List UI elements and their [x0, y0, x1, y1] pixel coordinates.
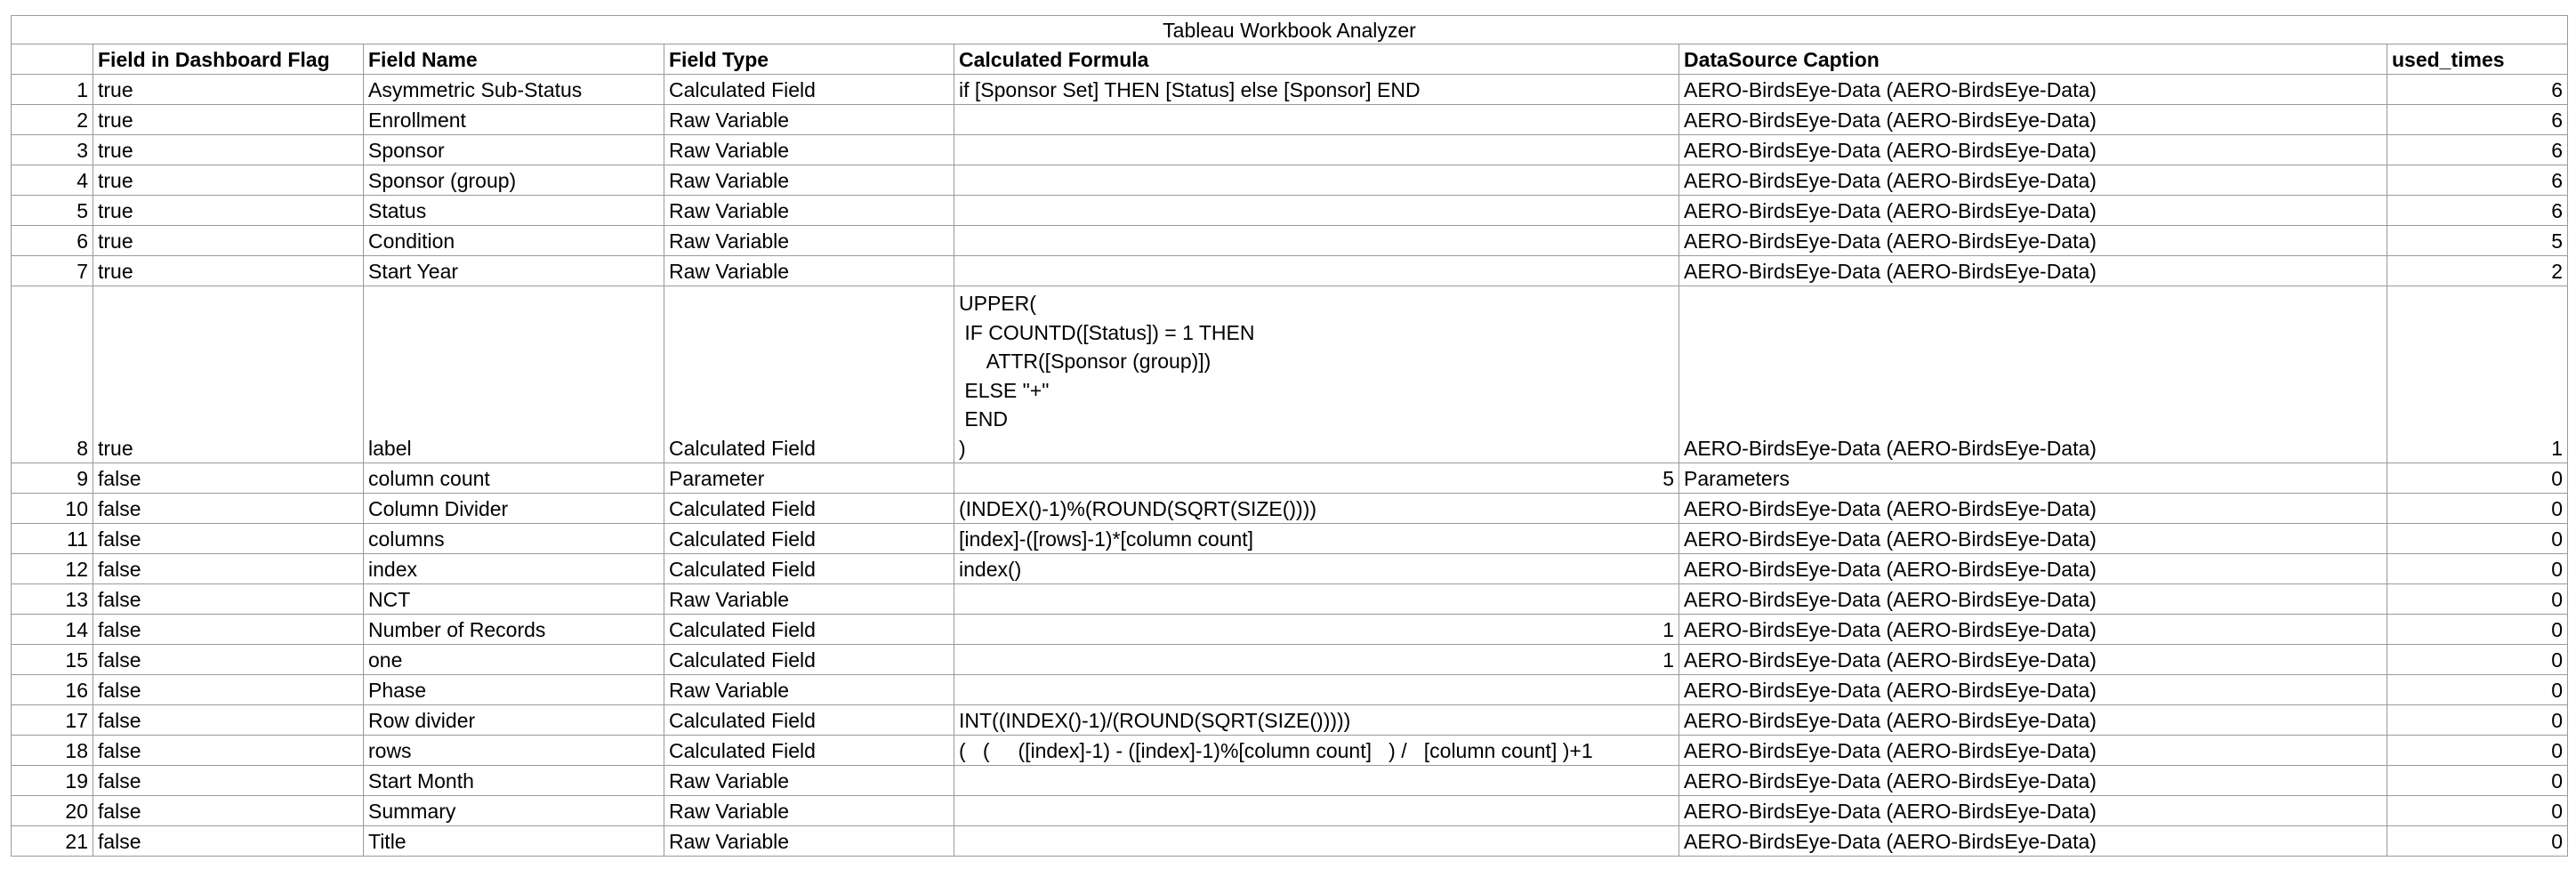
- field-type-cell[interactable]: Raw Variable: [664, 766, 954, 796]
- title-row: [12, 16, 2568, 44]
- table-row: [12, 766, 2568, 796]
- calculated-formula-cell[interactable]: (INDEX()-1)%(ROUND(SQRT(SIZE()))): [954, 494, 1679, 524]
- used-times-cell[interactable]: 0: [2387, 463, 2568, 494]
- row-index-cell[interactable]: 8: [12, 286, 93, 463]
- field-type-cell[interactable]: Calculated Field: [664, 524, 954, 554]
- table-row: [12, 736, 2568, 766]
- calculated-formula-cell[interactable]: 1: [954, 615, 1679, 645]
- field-type-cell[interactable]: Calculated Field: [664, 736, 954, 766]
- datasource-caption-cell[interactable]: AERO-BirdsEye-Data (AERO-BirdsEye-Data): [1679, 554, 2387, 584]
- analyzer-table: [11, 15, 2568, 857]
- field-name-cell[interactable]: label: [364, 286, 664, 463]
- field-type-cell[interactable]: Calculated Field: [664, 615, 954, 645]
- row-index-cell[interactable]: 6: [12, 226, 93, 256]
- dashboard-flag-cell[interactable]: true: [93, 105, 364, 135]
- datasource-caption-cell[interactable]: AERO-BirdsEye-Data (AERO-BirdsEye-Data): [1679, 286, 2387, 463]
- field-name-cell[interactable]: Number of Records: [364, 615, 664, 645]
- field-type-cell[interactable]: Calculated Field: [664, 494, 954, 524]
- used-times-cell[interactable]: 0: [2387, 554, 2568, 584]
- table-row: [12, 615, 2568, 645]
- dashboard-flag-cell[interactable]: true: [93, 135, 364, 165]
- field-name-cell[interactable]: Summary: [364, 796, 664, 826]
- used-times-cell[interactable]: 2: [2387, 256, 2568, 286]
- table-row: [12, 286, 2568, 463]
- header-field-type[interactable]: Field Type: [664, 44, 954, 75]
- field-name-cell[interactable]: rows: [364, 736, 664, 766]
- dashboard-flag-cell[interactable]: false: [93, 766, 364, 796]
- field-name-cell[interactable]: Column Divider: [364, 494, 664, 524]
- header-datasource-caption[interactable]: DataSource Caption: [1679, 44, 2387, 75]
- calculated-formula-cell[interactable]: if [Sponsor Set] THEN [Status] else [Sponsor] END: [954, 75, 1679, 105]
- field-name-cell[interactable]: Status: [364, 196, 664, 226]
- used-times-cell[interactable]: 0: [2387, 524, 2568, 554]
- table-row: [12, 256, 2568, 286]
- field-name-cell[interactable]: Condition: [364, 226, 664, 256]
- datasource-caption-cell[interactable]: AERO-BirdsEye-Data (AERO-BirdsEye-Data): [1679, 766, 2387, 796]
- dashboard-flag-cell[interactable]: true: [93, 286, 364, 463]
- calculated-formula-cell[interactable]: 5: [954, 463, 1679, 494]
- used-times-cell[interactable]: 0: [2387, 796, 2568, 826]
- row-index-cell[interactable]: 14: [12, 615, 93, 645]
- used-times-cell[interactable]: 0: [2387, 736, 2568, 766]
- row-index-cell[interactable]: 12: [12, 554, 93, 584]
- calculated-formula-cell[interactable]: [954, 826, 1679, 857]
- field-name-cell[interactable]: one: [364, 645, 664, 675]
- used-times-cell[interactable]: 0: [2387, 645, 2568, 675]
- used-times-cell[interactable]: 0: [2387, 766, 2568, 796]
- dashboard-flag-cell[interactable]: true: [93, 226, 364, 256]
- datasource-caption-cell[interactable]: AERO-BirdsEye-Data (AERO-BirdsEye-Data): [1679, 256, 2387, 286]
- field-name-cell[interactable]: Row divider: [364, 705, 664, 736]
- table-row: [12, 675, 2568, 705]
- field-type-cell[interactable]: Raw Variable: [664, 584, 954, 615]
- header-calculated-formula[interactable]: Calculated Formula: [954, 44, 1679, 75]
- datasource-caption-cell[interactable]: AERO-BirdsEye-Data (AERO-BirdsEye-Data): [1679, 796, 2387, 826]
- calculated-formula-cell[interactable]: [index]-([rows]-1)*[column count]: [954, 524, 1679, 554]
- datasource-caption-cell[interactable]: AERO-BirdsEye-Data (AERO-BirdsEye-Data): [1679, 75, 2387, 105]
- row-index-cell[interactable]: 19: [12, 766, 93, 796]
- dashboard-flag-cell[interactable]: false: [93, 615, 364, 645]
- row-index-cell[interactable]: 15: [12, 645, 93, 675]
- calculated-formula-cell[interactable]: [954, 226, 1679, 256]
- table-row: [12, 826, 2568, 857]
- dashboard-flag-cell[interactable]: false: [93, 463, 364, 494]
- table-row: [12, 705, 2568, 736]
- field-type-cell[interactable]: Raw Variable: [664, 796, 954, 826]
- dashboard-flag-cell[interactable]: false: [93, 494, 364, 524]
- field-type-cell[interactable]: Calculated Field: [664, 645, 954, 675]
- calculated-formula-cell[interactable]: UPPER( IF COUNTD([Status]) = 1 THEN ATTR([Sponsor (group)]) ELSE "+" END ): [954, 286, 1679, 463]
- dashboard-flag-cell[interactable]: false: [93, 826, 364, 857]
- datasource-caption-cell[interactable]: AERO-BirdsEye-Data (AERO-BirdsEye-Data): [1679, 645, 2387, 675]
- datasource-caption-cell[interactable]: AERO-BirdsEye-Data (AERO-BirdsEye-Data): [1679, 226, 2387, 256]
- row-index-cell[interactable]: 4: [12, 165, 93, 196]
- used-times-cell[interactable]: 0: [2387, 675, 2568, 705]
- used-times-cell[interactable]: 1: [2387, 286, 2568, 463]
- table-body: [12, 75, 2568, 857]
- calculated-formula-cell[interactable]: [954, 584, 1679, 615]
- field-type-cell[interactable]: Raw Variable: [664, 675, 954, 705]
- field-name-cell[interactable]: Start Year: [364, 256, 664, 286]
- row-index-cell[interactable]: 7: [12, 256, 93, 286]
- table-row: [12, 524, 2568, 554]
- field-type-cell[interactable]: Raw Variable: [664, 135, 954, 165]
- datasource-caption-cell[interactable]: Parameters: [1679, 463, 2387, 494]
- row-index-cell[interactable]: 3: [12, 135, 93, 165]
- dashboard-flag-cell[interactable]: false: [93, 705, 364, 736]
- table-row: [12, 554, 2568, 584]
- datasource-caption-cell[interactable]: AERO-BirdsEye-Data (AERO-BirdsEye-Data): [1679, 524, 2387, 554]
- field-name-cell[interactable]: Sponsor: [364, 135, 664, 165]
- row-index-cell[interactable]: 10: [12, 494, 93, 524]
- workbook-sheet: [11, 15, 2568, 857]
- used-times-cell[interactable]: 6: [2387, 75, 2568, 105]
- field-name-cell[interactable]: Asymmetric Sub-Status: [364, 75, 664, 105]
- field-name-cell[interactable]: Title: [364, 826, 664, 857]
- header-field-name[interactable]: Field Name: [364, 44, 664, 75]
- field-name-cell[interactable]: columns: [364, 524, 664, 554]
- field-type-cell[interactable]: Calculated Field: [664, 705, 954, 736]
- dashboard-flag-cell[interactable]: false: [93, 524, 364, 554]
- field-type-cell[interactable]: Raw Variable: [664, 165, 954, 196]
- header-used-times[interactable]: used_times: [2387, 44, 2568, 75]
- calculated-formula-cell[interactable]: index(): [954, 554, 1679, 584]
- used-times-cell[interactable]: 0: [2387, 615, 2568, 645]
- dashboard-flag-cell[interactable]: false: [93, 736, 364, 766]
- table-row: [12, 75, 2568, 105]
- table-row: [12, 226, 2568, 256]
- row-index-cell[interactable]: 13: [12, 584, 93, 615]
- field-type-cell[interactable]: Calculated Field: [664, 554, 954, 584]
- field-name-cell[interactable]: index: [364, 554, 664, 584]
- calculated-formula-cell[interactable]: [954, 165, 1679, 196]
- row-index-cell[interactable]: 1: [12, 75, 93, 105]
- header-index[interactable]: [12, 44, 93, 75]
- field-type-cell[interactable]: Parameter: [664, 463, 954, 494]
- field-type-cell[interactable]: Raw Variable: [664, 196, 954, 226]
- used-times-cell[interactable]: 0: [2387, 705, 2568, 736]
- field-type-cell[interactable]: Raw Variable: [664, 826, 954, 857]
- field-name-cell[interactable]: Phase: [364, 675, 664, 705]
- field-type-cell[interactable]: Raw Variable: [664, 256, 954, 286]
- calculated-formula-cell[interactable]: [954, 135, 1679, 165]
- datasource-caption-cell[interactable]: AERO-BirdsEye-Data (AERO-BirdsEye-Data): [1679, 494, 2387, 524]
- calculated-formula-cell[interactable]: ( ( ([index]-1) - ([index]-1)%[column count] ) / [column count] )+1: [954, 736, 1679, 766]
- header-row: [12, 44, 2568, 75]
- table-title[interactable]: Tableau Workbook Analyzer: [12, 16, 2568, 44]
- datasource-caption-cell[interactable]: AERO-BirdsEye-Data (AERO-BirdsEye-Data): [1679, 705, 2387, 736]
- dashboard-flag-cell[interactable]: true: [93, 165, 364, 196]
- used-times-cell[interactable]: 0: [2387, 584, 2568, 615]
- used-times-cell[interactable]: 6: [2387, 165, 2568, 196]
- row-index-cell[interactable]: 9: [12, 463, 93, 494]
- datasource-caption-cell[interactable]: AERO-BirdsEye-Data (AERO-BirdsEye-Data): [1679, 105, 2387, 135]
- calculated-formula-cell[interactable]: [954, 105, 1679, 135]
- datasource-caption-cell[interactable]: AERO-BirdsEye-Data (AERO-BirdsEye-Data): [1679, 584, 2387, 615]
- dashboard-flag-cell[interactable]: false: [93, 675, 364, 705]
- calculated-formula-cell[interactable]: [954, 675, 1679, 705]
- row-index-cell[interactable]: 5: [12, 196, 93, 226]
- calculated-formula-cell[interactable]: [954, 256, 1679, 286]
- used-times-cell[interactable]: 6: [2387, 105, 2568, 135]
- dashboard-flag-cell[interactable]: false: [93, 554, 364, 584]
- dashboard-flag-cell[interactable]: true: [93, 256, 364, 286]
- table-row: [12, 463, 2568, 494]
- dashboard-flag-cell[interactable]: false: [93, 584, 364, 615]
- calculated-formula-cell[interactable]: 1: [954, 645, 1679, 675]
- field-type-cell[interactable]: Calculated Field: [664, 75, 954, 105]
- table-row: [12, 494, 2568, 524]
- table-row: [12, 105, 2568, 135]
- field-name-cell[interactable]: NCT: [364, 584, 664, 615]
- field-name-cell[interactable]: Start Month: [364, 766, 664, 796]
- table-row: [12, 645, 2568, 675]
- calculated-formula-cell[interactable]: INT((INDEX()-1)/(ROUND(SQRT(SIZE())))): [954, 705, 1679, 736]
- used-times-cell[interactable]: 6: [2387, 196, 2568, 226]
- datasource-caption-cell[interactable]: AERO-BirdsEye-Data (AERO-BirdsEye-Data): [1679, 135, 2387, 165]
- row-index-cell[interactable]: 21: [12, 826, 93, 857]
- table-row: [12, 796, 2568, 826]
- datasource-caption-cell[interactable]: AERO-BirdsEye-Data (AERO-BirdsEye-Data): [1679, 615, 2387, 645]
- calculated-formula-cell[interactable]: [954, 796, 1679, 826]
- field-type-cell[interactable]: Raw Variable: [664, 105, 954, 135]
- row-index-cell[interactable]: 18: [12, 736, 93, 766]
- dashboard-flag-cell[interactable]: true: [93, 75, 364, 105]
- used-times-cell[interactable]: 0: [2387, 494, 2568, 524]
- table-row: [12, 584, 2568, 615]
- used-times-cell[interactable]: 5: [2387, 226, 2568, 256]
- calculated-formula-cell[interactable]: [954, 766, 1679, 796]
- datasource-caption-cell[interactable]: AERO-BirdsEye-Data (AERO-BirdsEye-Data): [1679, 165, 2387, 196]
- calculated-formula-cell[interactable]: [954, 196, 1679, 226]
- row-index-cell[interactable]: 16: [12, 675, 93, 705]
- field-name-cell[interactable]: Enrollment: [364, 105, 664, 135]
- row-index-cell[interactable]: 11: [12, 524, 93, 554]
- field-name-cell[interactable]: column count: [364, 463, 664, 494]
- table-row: [12, 165, 2568, 196]
- datasource-caption-cell[interactable]: AERO-BirdsEye-Data (AERO-BirdsEye-Data): [1679, 196, 2387, 226]
- dashboard-flag-cell[interactable]: false: [93, 645, 364, 675]
- used-times-cell[interactable]: 6: [2387, 135, 2568, 165]
- datasource-caption-cell[interactable]: AERO-BirdsEye-Data (AERO-BirdsEye-Data): [1679, 736, 2387, 766]
- dashboard-flag-cell[interactable]: false: [93, 796, 364, 826]
- datasource-caption-cell[interactable]: AERO-BirdsEye-Data (AERO-BirdsEye-Data): [1679, 826, 2387, 857]
- used-times-cell[interactable]: 0: [2387, 826, 2568, 857]
- field-type-cell[interactable]: Calculated Field: [664, 286, 954, 463]
- row-index-cell[interactable]: 2: [12, 105, 93, 135]
- table-row: [12, 196, 2568, 226]
- field-name-cell[interactable]: Sponsor (group): [364, 165, 664, 196]
- dashboard-flag-cell[interactable]: true: [93, 196, 364, 226]
- datasource-caption-cell[interactable]: AERO-BirdsEye-Data (AERO-BirdsEye-Data): [1679, 675, 2387, 705]
- row-index-cell[interactable]: 17: [12, 705, 93, 736]
- header-dashboard-flag[interactable]: Field in Dashboard Flag: [93, 44, 364, 75]
- field-type-cell[interactable]: Raw Variable: [664, 226, 954, 256]
- row-index-cell[interactable]: 20: [12, 796, 93, 826]
- table-row: [12, 135, 2568, 165]
